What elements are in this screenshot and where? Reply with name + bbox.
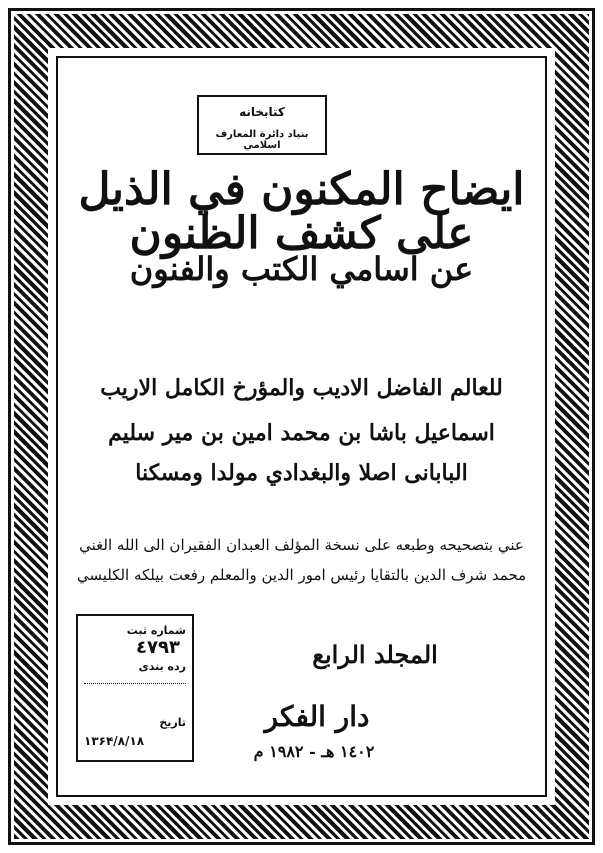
registration-box bbox=[76, 614, 194, 762]
date-value: ۱۳۶۴/۸/۱۸ bbox=[84, 734, 145, 748]
editor-line-1: عني بتصحيحه وطبعه على نسخة المؤلف العبدان الفقيران الى الله الغني bbox=[79, 536, 524, 554]
registration-number-row bbox=[84, 624, 186, 658]
stamp-line-1: كتابخانه bbox=[239, 105, 285, 119]
classification-label: رده بندی bbox=[138, 660, 186, 673]
book-subtitle: عن اسامي الكتب والفنون bbox=[129, 250, 474, 288]
classification-row bbox=[84, 660, 186, 684]
date-label: تاريخ bbox=[159, 716, 186, 729]
publisher-logo: دار الفكر bbox=[264, 700, 370, 733]
registration-number-label: شماره ثبت bbox=[126, 624, 186, 637]
author-line-3: البابانى اصلا والبغدادي مولدا ومسكنا bbox=[135, 460, 468, 486]
classification-blank bbox=[84, 673, 186, 684]
date-value-row bbox=[84, 734, 186, 748]
library-stamp bbox=[197, 95, 327, 155]
stamp-line-2: بنياد دائرة المعارف اسلامي bbox=[215, 129, 309, 151]
volume-label: المجلد الرابع bbox=[312, 640, 438, 669]
author-line-2: اسماعيل باشا بن محمد امين بن مير سليم bbox=[108, 420, 495, 446]
author-line-1: للعالم الفاضل الاديب والمؤرخ الكامل الاريب bbox=[100, 375, 503, 401]
registration-number-value: ٤٧٩٣ bbox=[136, 637, 180, 658]
editor-line-2: محمد شرف الدين بالتقايا رئيس امور الدين والمعلم رفعت بيلكه الكليسي bbox=[76, 566, 527, 584]
publication-years: ١٤٠٢ هـ - ١٩٨٢ م bbox=[253, 742, 375, 761]
book-title: ايضاح المكنون في الذيل على كشف الظنون bbox=[78, 164, 525, 259]
date-label-row bbox=[84, 716, 186, 729]
